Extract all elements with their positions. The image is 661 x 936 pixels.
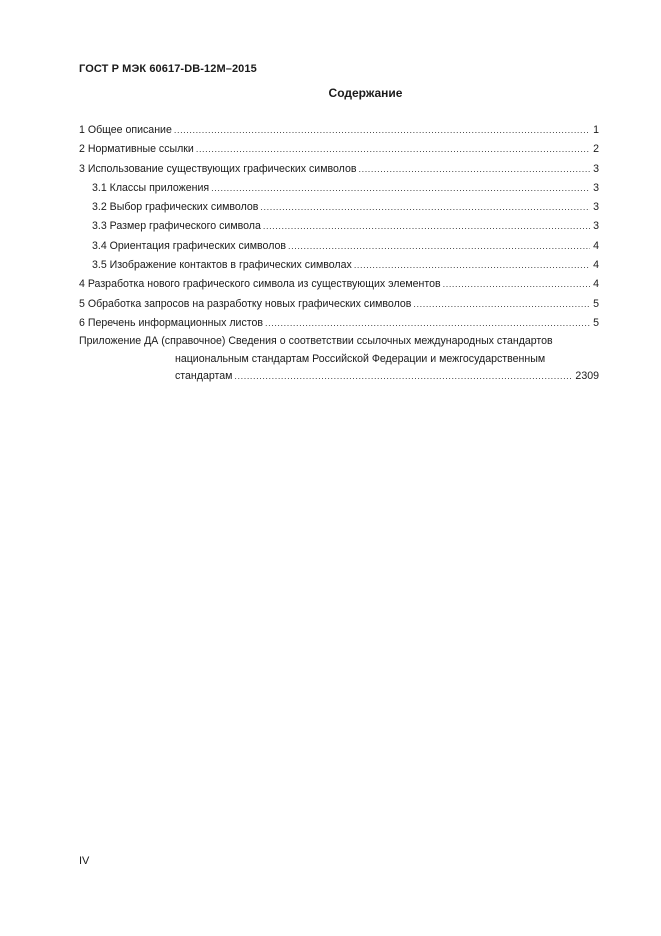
toc-entry-text: 4 Разработка нового графического символа из существующих элементов [79,278,441,291]
dot-leader [354,256,590,275]
toc-entry-text: 2 Нормативные ссылки [79,143,194,156]
toc-entries [79,121,599,333]
toc-entry-page: 3 [593,162,599,175]
dot-leader [443,275,590,294]
table-of-contents [79,121,599,386]
dot-leader [359,160,591,179]
toc-entry-text: 3 Использование существующих графических символов [79,162,357,175]
toc-entry-page: 4 [593,259,599,272]
dot-leader [234,368,572,386]
toc-entry[interactable] [79,295,599,314]
toc-entry-text: 3.2 Выбор графических символов [92,201,259,214]
appendix-page-number: 2309 [575,370,599,383]
toc-entry-page: 4 [593,278,599,291]
toc-entry[interactable] [79,256,599,275]
toc-entry-page: 2 [593,143,599,156]
appendix-line-3 [79,368,599,386]
toc-entry-page: 3 [593,181,599,194]
document-code: ГОСТ Р МЭК 60617-DB-12M–2015 [79,63,257,75]
appendix-line-3-text: стандартам [175,370,233,383]
toc-entry-page: 5 [593,297,599,310]
toc-entry-page: 4 [593,239,599,252]
toc-entry-page: 3 [593,220,599,233]
dot-leader [260,198,590,217]
dot-leader [263,217,590,236]
toc-appendix-entry[interactable] [79,333,599,386]
toc-entry[interactable] [79,179,599,198]
toc-entry[interactable] [79,237,599,256]
toc-entry-text: 5 Обработка запросов на разработку новых графических символов [79,297,412,310]
toc-entry-text: 3.5 Изображение контактов в графических символах [92,259,352,272]
toc-entry[interactable] [79,160,599,179]
toc-entry[interactable] [79,140,599,159]
toc-entry-text: 1 Общее описание [79,124,172,136]
dot-leader [265,314,590,333]
toc-entry-text: 6 Перечень информационных листов [79,316,264,329]
toc-entry[interactable] [79,121,599,140]
toc-entry[interactable] [79,275,599,294]
toc-entry-page: 5 [593,316,599,329]
toc-entry-text: 3.3 Размер графического символа [92,220,261,233]
toc-entry[interactable] [79,314,599,333]
toc-entry-text: 3.1 Классы приложения [92,181,210,194]
appendix-line-2: национальным стандартам Российской Федерации и межгосударственным [175,352,546,365]
page-number: IV [79,855,90,867]
appendix-line-1: Приложение ДА (справочное) Сведения о соответствии ссылочных международных стандартов [79,335,553,348]
toc-entry[interactable] [79,198,599,217]
toc-entry[interactable] [79,217,599,236]
dot-leader [196,140,590,159]
toc-title: Содержание [328,86,403,100]
toc-entry-page: 3 [593,201,599,214]
dot-leader [174,121,590,140]
dot-leader [288,237,590,256]
toc-entry-text: 3.4 Ориентация графических символов [92,239,287,252]
dot-leader [211,179,590,198]
toc-entry-page: 1 [593,124,599,136]
dot-leader [413,295,590,314]
